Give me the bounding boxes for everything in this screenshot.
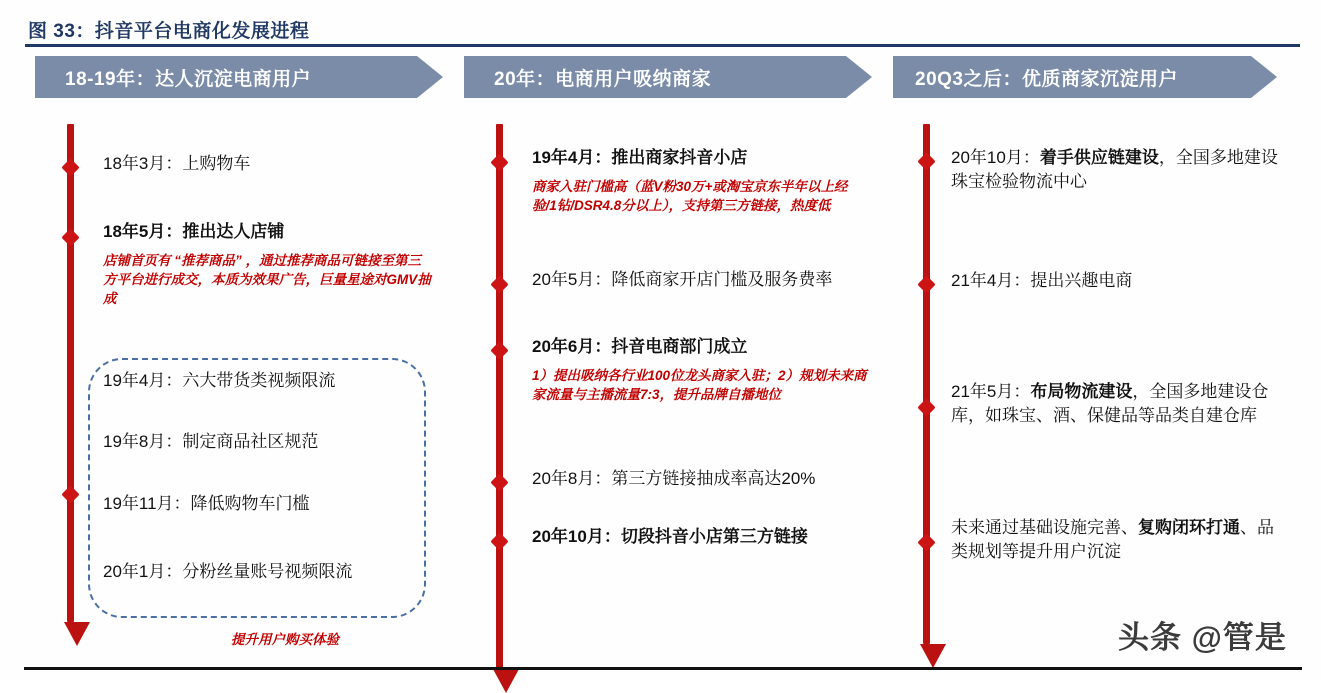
column-3-events (893, 56, 1293, 656)
timeline-event (532, 335, 872, 404)
timeline-event (951, 516, 1281, 564)
event-headline: 20年1月：分粉丝量账号视频限流 (103, 562, 353, 581)
event-headline: 20年8月：第三方链接抽成率高达20% (532, 469, 816, 488)
timeline-event (103, 220, 433, 309)
timeline-column-3 (893, 56, 1293, 656)
page-title: 图 33：抖音平台电商化发展进程 (28, 21, 310, 42)
column-1-banner-label: 18-19年：达人沉淀电商用户 (65, 68, 312, 90)
event-headline-prefix: 未来通过基础设施完善、 (951, 518, 1138, 537)
event-headline: 19年4月：推出商家抖音小店 (532, 148, 748, 167)
event-headline: 20年10月：切段抖音小店第三方链接 (532, 527, 808, 546)
event-headline-suffix: ，全国多地建设珠宝检验物流中心 (951, 148, 1278, 192)
event-headline: 19年11月：降低购物车门槛 (103, 494, 310, 513)
event-headline-strong: 着手供应链建设 (1039, 148, 1159, 167)
grouped-events-box (88, 358, 426, 618)
event-headline (951, 269, 1281, 293)
event-headline: 20年5月：降低商家开店门槛及服务费率 (532, 270, 833, 289)
event-note: 1）提出吸纳各行业100位龙头商家入驻；2）规划未来商家流量与主播流量7:3，提升品牌自播地位 (532, 368, 867, 403)
timeline-event (951, 269, 1281, 293)
event-headline-suffix: 、品类规划等提升用户沉淀 (951, 518, 1274, 562)
event-headline-prefix: 20年10月： (951, 148, 1040, 167)
footer-divider (24, 667, 1302, 670)
event-headline: 19年4月：六大带货类视频限流 (103, 371, 336, 390)
timeline-event (532, 146, 872, 215)
event-headline-strong: 布局物流建设 (1030, 382, 1133, 401)
event-headline: 19年8月：制定商品社区规范 (103, 432, 319, 451)
event-note: 店铺首页有 “推荐商品” ，通过推荐商品可链接至第三方平台进行成交，本质为效果广告，巨量星途对GMV抽成 (103, 253, 431, 307)
event-headline-prefix: 21年5月： (951, 382, 1031, 401)
timeline-event (532, 467, 892, 491)
timeline-column-2 (464, 56, 867, 656)
event-headline: 20年6月：抖音电商部门成立 (532, 337, 748, 356)
timeline-event (532, 525, 892, 549)
grouped-events-caption: 提升用户购买体验 (231, 632, 339, 647)
column-3-banner-label: 20Q3之后：优质商家沉淀用户 (915, 68, 1178, 90)
event-headline (951, 516, 1281, 564)
timeline-event (951, 146, 1281, 194)
event-headline: 18年5月：推出达人店铺 (103, 222, 285, 241)
watermark: 头条 @管是 (1118, 620, 1287, 655)
event-headline-prefix: 21年4月：提出兴趣电商 (951, 271, 1133, 290)
title-divider (25, 44, 1300, 47)
column-2-banner-label: 20年：电商用户吸纳商家 (494, 68, 712, 90)
event-headline (951, 146, 1281, 194)
timeline-event (103, 152, 423, 176)
event-headline: 18年3月：上购物车 (103, 154, 251, 173)
event-note: 商家入驻门槛高（蓝V粉30万+或淘宝京东半年以上经验/1钻/DSR4.8分以上），支持第三方链接，热度低 (532, 179, 848, 214)
column-2-events (464, 56, 867, 656)
event-headline-strong: 复购闭环打通 (1138, 518, 1240, 537)
timeline-event (532, 268, 892, 292)
column-2-timeline-arrow-icon (493, 669, 519, 693)
timeline-event (951, 380, 1281, 428)
event-headline-suffix: ，全国多地建设仓库，如珠宝、酒、保健品等品类自建仓库 (951, 382, 1269, 426)
timeline-column-1 (35, 56, 435, 656)
event-headline (951, 380, 1281, 428)
